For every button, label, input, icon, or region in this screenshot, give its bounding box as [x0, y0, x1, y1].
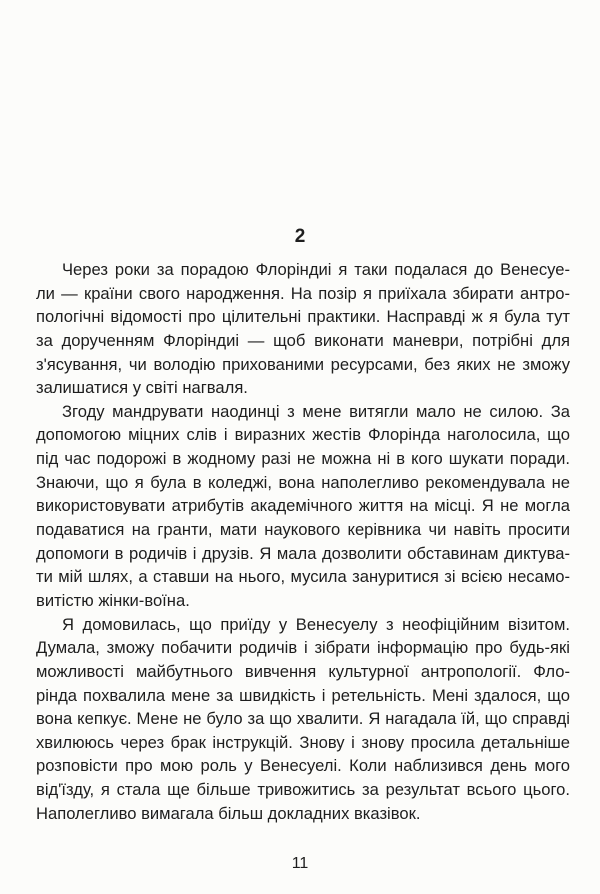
text-line: розповісти про мою роль у Венесуелі. Коли наблизився день мого — [36, 756, 570, 776]
text-line: Знаючи, що я була в коледжі, вона наполегливо рекомендувала не — [36, 472, 570, 492]
text-line: від'їзду, я стала ще більше тривожитись за результат всього цього. — [36, 780, 570, 800]
text-line: можливості майбутнього вивчення культурної антропології. Фло- — [36, 661, 570, 681]
page-number: 11 — [291, 855, 309, 872]
text-line: використовувати атрибутів академічного життя на місці. Я не могла — [36, 496, 570, 516]
text-line: пологічні відомості про цілительні практики. Насправді ж я була тут — [36, 307, 570, 327]
text-line: ли — країни свого народження. На позір я приїхала збирати антро- — [36, 283, 570, 303]
text-line: подаватися на гранти, мати наукового керівника чи навіть просити — [36, 520, 570, 540]
text-line: вона кепкує. Мене не було за що хвалити. Я нагадала їй, що справді — [36, 709, 570, 729]
text-line: Думала, зможу побачити родичів і зібрати інформацію про будь-які — [36, 638, 570, 658]
text-line: рінда похвалила мене за швидкість і ретельність. Мені здалося, що — [36, 685, 570, 705]
text-line: ти мій шлях, а ставши на нього, мусила зануритися зі всією несамо- — [36, 567, 570, 587]
text-line: Згоду мандрувати наодинці з мене витягли мало не силою. За — [62, 401, 570, 421]
text-line: витістю жінки-воїна. — [36, 590, 190, 610]
text-line: Я домовилась, що приїду у Венесуелу з неофіційним візитом. — [62, 614, 570, 634]
text-line: під час подорожі в жодному разі не можна ні в кого шукати поради. — [36, 449, 570, 469]
text-line: Через роки за порадою Флоріндиi я таки подалася до Венесуе- — [62, 260, 570, 279]
text-line: залишатися у світі нагваля. — [36, 378, 248, 398]
body-text — [36, 258, 570, 825]
text-line: хвилююсь через брак інструкцій. Знову і знову просила детальніше — [36, 732, 570, 752]
text-line: з'ясування, чи володію прихованими ресурсами, без яких не зможу — [36, 354, 570, 374]
text-line: допомогою міцних слів і виразних жестів Флорінда наголосила, що — [36, 425, 570, 445]
text-line: за дорученням Флоріндиi — щоб виконати маневри, потрібні для — [36, 330, 570, 350]
text-line: допомоги в родичів і друзів. Я мала дозволити обставинам диктува- — [36, 543, 570, 563]
text-line: Наполегливо вимагала більш докладних вказівок. — [36, 803, 421, 823]
chapter-number: 2 — [294, 226, 306, 247]
